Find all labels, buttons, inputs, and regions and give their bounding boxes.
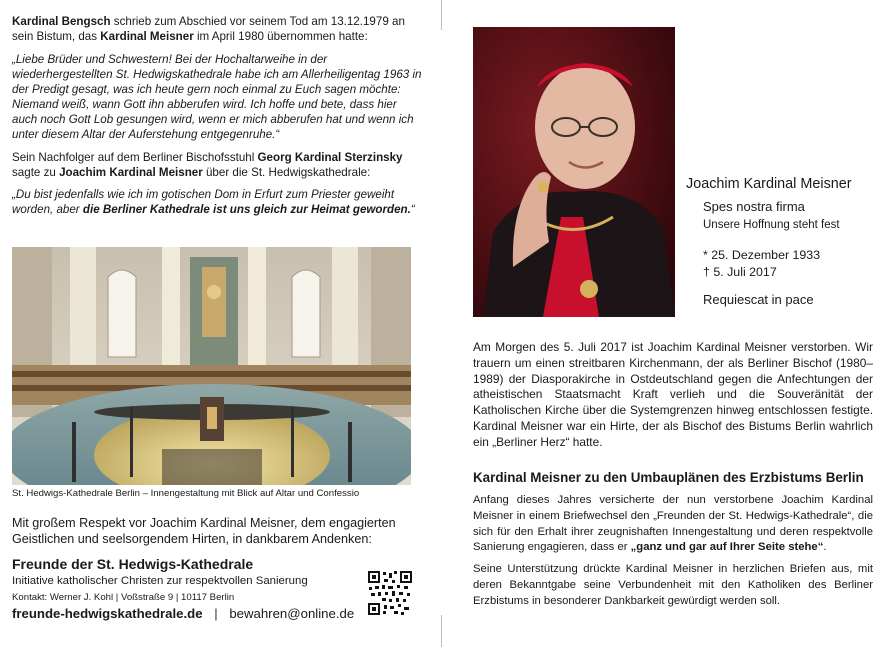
fold-line-bottom: [441, 615, 442, 647]
website-link[interactable]: freunde-hedwigskathedrale.de: [12, 606, 203, 621]
cardinal-name: Joachim Kardinal Meisner: [686, 176, 852, 192]
contact-address: Kontakt: Werner J. Kohl | Voßstraße 9 | 10117 Berlin: [12, 592, 235, 603]
sterzinsky-quote: [12, 187, 422, 217]
bengsch-quote: „Liebe Brüder und Schwestern! Bei der Hochaltarweihe in der wiederhergestellten St. Hedwigskathedrale habe ich am Allerheiligentag 1963 in der Predigt gesagt, was ich heute gern noch einmal zu Euch sagen möchte: Niemand weiß, wann Gott ihn abberufen wird. Ich hoffe und bete, dass hier auch noch Gott Lob gesungen wird, wenn er mich abberufen hat und wenn ich unter diesem Altar der Auferstehung entgegenruhe.“: [12, 53, 422, 141]
body-text: „Du bist jedenfalls wie ich im gotischen Dom in Erfurt zum Priester geweiht worden, aber: [12, 188, 395, 216]
left-panel: [12, 14, 422, 217]
support-paragraph: Seine Unterstützung drückte Kardinal Meisner in herzlichen Briefen aus, mit deren Bekanntgabe seine Verbundenheit mit den Katholiken des Berliner Erzbistums in besonderer Dankbarkeit gewürdigt werden soll.: [473, 563, 873, 607]
cardinal-portrait-photo: [473, 27, 675, 317]
emphasis-text: Kardinal Bengsch: [12, 15, 111, 28]
letters-paragraph: [473, 493, 873, 556]
birth-date: * 25. Dezember 1933: [703, 248, 821, 262]
emphasis-text: Joachim Kardinal Meisner: [59, 166, 203, 179]
motto-translation: Unsere Hoffnung steht fest: [703, 219, 840, 231]
body-text: sagte zu: [12, 166, 60, 179]
body-text: “: [410, 203, 415, 216]
emphasis-text: „ganz und gar auf Ihrer Seite stehe“: [630, 541, 824, 554]
episcopal-motto: Spes nostra firma: [703, 199, 805, 214]
body-text: schrieb zum Abschied vor seinem Tod am 13.12.1979 an sein Bistum, das: [12, 15, 405, 43]
sterzinsky-intro: [12, 150, 422, 180]
photo-caption: St. Hedwigs-Kathedrale Berlin – Innengestaltung mit Blick auf Altar und Confessio: [12, 488, 360, 499]
death-date: † 5. Juli 2017: [703, 265, 777, 279]
body-text: über die St. Hedwigskathedrale:: [202, 166, 371, 179]
qr-code-icon[interactable]: [368, 571, 412, 615]
emphasis-text: die Berliner Kathedrale ist uns gleich zur Heimat geworden.: [82, 203, 411, 216]
section-heading: Kardinal Meisner zu den Umbauplänen des Erzbistums Berlin: [473, 470, 864, 485]
obituary-block: [473, 340, 873, 451]
body-text: .: [823, 541, 827, 554]
divider: |: [214, 606, 218, 621]
emphasis-text: Kardinal Meisner: [100, 30, 194, 43]
body-text: Sein Nachfolger auf dem Berliner Bischofsstuhl: [12, 151, 258, 164]
association-name: Freunde der St. Hedwigs-Kathedrale: [12, 556, 254, 572]
cathedral-interior-photo: [12, 247, 411, 485]
requiescat: Requiescat in pace: [703, 292, 814, 307]
body-text: Anfang dieses Jahres versicherte der nun verstorbene Joachim Kardinal Meisner in einem Briefwechsel den „Freunden der St. Hedwigs-Kathedrale“, die sich für den Erhalt ihrer zeugnishaften Innengestaltung und deren respektvolle Sanierung engagieren, dass er: [473, 494, 873, 554]
emphasis-text: Georg Kardinal Sterzinsky: [257, 151, 403, 164]
email-link[interactable]: bewahren@online.de: [229, 606, 355, 621]
body-text: im April 1980 übernommen hatte:: [193, 30, 368, 43]
contact-web-row: [12, 606, 354, 621]
umbau-section: [473, 470, 873, 610]
association-tagline: Initiative katholischer Christen zur respektvollen Sanierung: [12, 575, 308, 587]
memorial-dedication: Mit großem Respekt vor Joachim Kardinal Meisner, dem engagierten Geistlichen und seelsorgendem Hirten, in dankbarem Andenken:: [12, 516, 396, 546]
fold-line-top: [441, 0, 442, 30]
obituary-text: Am Morgen des 5. Juli 2017 ist Joachim Kardinal Meisner verstorben. Wir trauern um einen streitbaren Kirchenmann, der als Berliner Bischof (1980–1989) der Diasporakirche in Ostdeutschland gegen die Anfechtungen der atheistischen Staatsmacht Kraft verlieh und die Souveränität der Katholischen Kirche über die Systemgrenzen hinweg entschlossen festigte. Kardinal Meisner war ein Hirte, der als Bischof des Bistums Berlin wahrlich ein „Berliner Herz“ hatte.: [473, 340, 873, 449]
bengsch-intro: [12, 14, 422, 44]
